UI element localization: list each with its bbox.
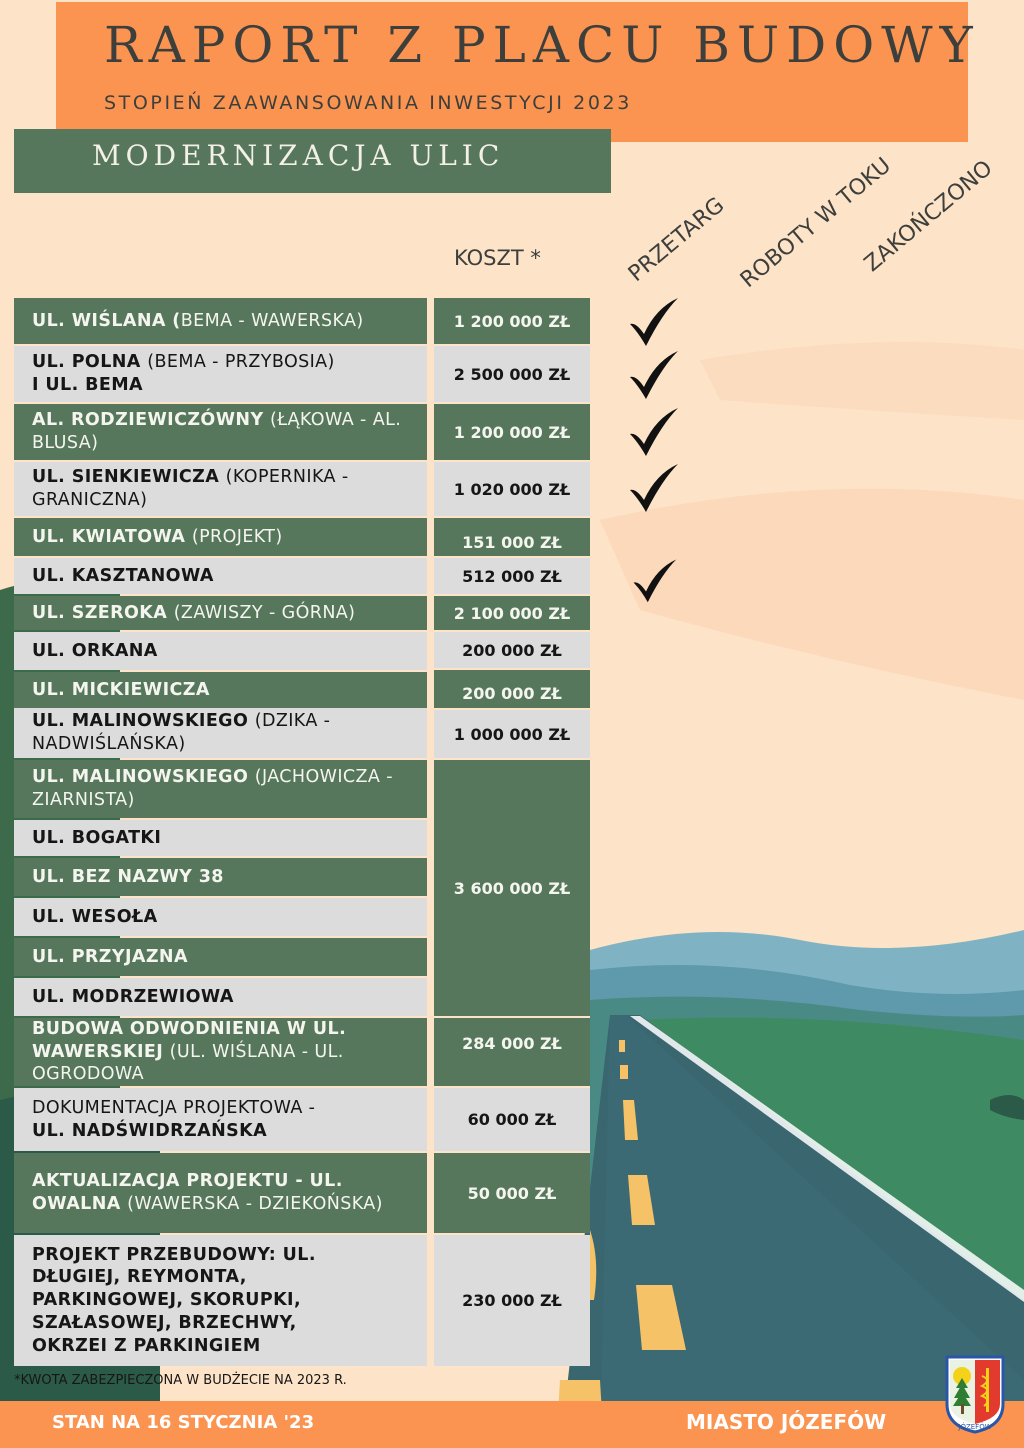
table-row: UL. MODRZEWIOWA [14,978,427,1016]
table-row: UL. ORKANA [14,632,427,670]
cost-cell-merged: 3 600 000 ZŁ [434,760,590,1016]
header-banner [56,2,980,142]
footer-banner [0,1401,1024,1448]
table-row: UL. SIENKIEWICZA (KOPERNIKA - GRANICZNA) [14,462,427,516]
table-row: UL. POLNA (BEMA - PRZYBOSIA) I UL. BEMA [14,346,427,402]
page-subtitle: STOPIEŃ ZAAWANSOWANIA INWESTYCJI 2023 [104,92,632,114]
cost-cell: 2 500 000 ZŁ [434,346,590,402]
check-icon [626,294,680,348]
status-header-przetarg: PRZETARG [623,192,730,287]
cost-cell: 60 000 ZŁ [434,1088,590,1151]
cost-cell: 151 000 ZŁ [434,518,590,556]
section-title: MODERNIZACJA ULIC [92,139,505,172]
cost-cell: 230 000 ZŁ [434,1235,590,1366]
table-row: UL. MICKIEWICZA [14,672,427,708]
footnote: *KWOTA ZABEZPIECZONA W BUDŻECIE NA 2023 R. [14,1373,347,1388]
cost-cell: 1 020 000 ZŁ [434,462,590,516]
status-header-zakonczono: ZAKOŃCZONO [859,155,998,277]
cost-cell: 1 200 000 ZŁ [434,298,590,344]
cost-cell: 1 000 000 ZŁ [434,710,590,758]
table-row: UL. MALINOWSKIEGO (JACHOWICZA - ZIARNISTA) [14,760,427,818]
cost-cell: 512 000 ZŁ [434,558,590,594]
coat-of-arms-icon [944,1354,1006,1434]
cost-cell: 284 000 ZŁ [434,1018,590,1086]
table-row: DOKUMENTACJA PROJEKTOWA - UL. NADŚWIDRZAŃSKA [14,1088,427,1151]
report-date: STAN NA 16 STYCZNIA '23 [52,1412,315,1433]
check-icon [630,556,678,604]
table-row: UL. BOGATKI [14,820,427,856]
check-icon [626,460,680,514]
section-banner [14,129,611,193]
cost-cell: 200 000 ZŁ [434,670,590,708]
table-row: UL. SZEROKA (ZAWISZY - GÓRNA) [14,596,427,630]
cost-cell: 200 000 ZŁ [434,632,590,668]
page-title: RAPORT Z PLACU BUDOWY [104,16,980,74]
table-row: BUDOWA ODWODNIENIA W UL. WAWERSKIEJ (UL. WIŚLANA - UL. OGRODOWA [14,1018,427,1086]
status-header-roboty: ROBOTY W TOKU [735,153,896,293]
cost-cell: 50 000 ZŁ [434,1153,590,1233]
table-row: UL. WESOŁA [14,898,427,936]
table-row: AL. RODZIEWICZÓWNY (ŁĄKOWA - AL. BLUSA) [14,404,427,460]
table-row: UL. KASZTANOWA [14,558,427,594]
table-row: UL. MALINOWSKIEGO (DZIKA - NADWIŚLAŃSKA) [14,708,427,758]
table-row: UL. BEZ NAZWY 38 [14,858,427,896]
table-row: AKTUALIZACJA PROJEKTU - UL. OWALNA (WAWERSKA - DZIEKOŃSKA) [14,1153,427,1233]
crest-text: JÓZEFÓW [958,1423,992,1431]
check-icon [626,347,680,401]
check-icon [626,404,680,458]
cost-cell: 2 100 000 ZŁ [434,596,590,630]
table-row: UL. KWIATOWA (PROJEKT) [14,518,427,556]
table-row: UL. WIŚLANA (BEMA - WAWERSKA) [14,298,427,344]
cost-column-header: KOSZT * [454,246,541,270]
city-name: MIASTO JÓZEFÓW [686,1410,887,1434]
cost-cell: 1 200 000 ZŁ [434,404,590,460]
table-row: PROJEKT PRZEBUDOWY: UL. DŁUGIEJ, REYMONTA, PARKINGOWEJ, SKORUPKI, SZAŁASOWEJ, BRZECHWY, OKRZEI Z PARKINGIEM [14,1235,427,1366]
table-row: UL. PRZYJAZNA [14,938,427,976]
